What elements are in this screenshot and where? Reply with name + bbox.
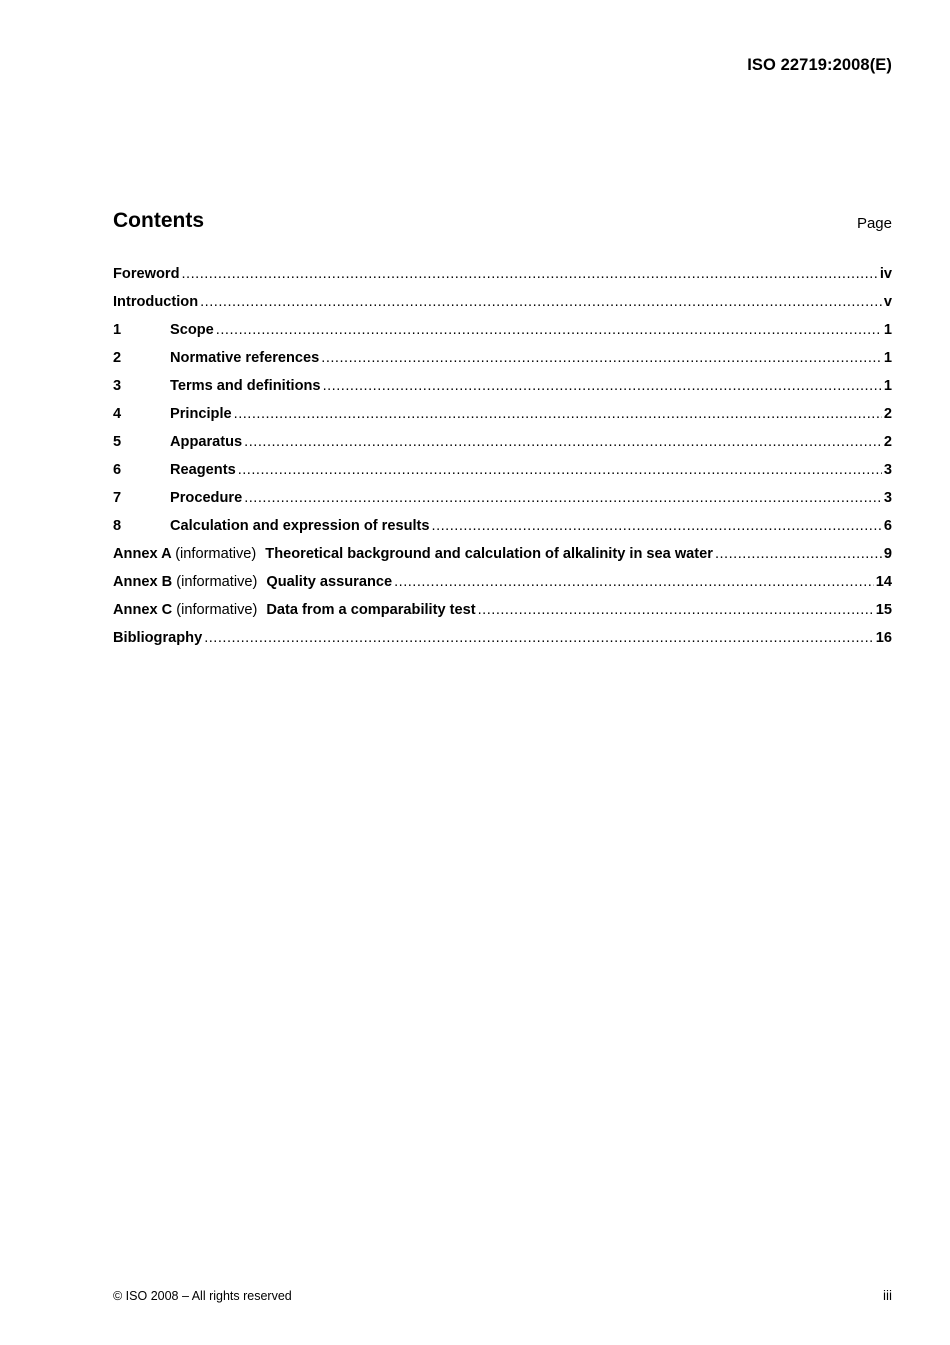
- toc-entry-principle[interactable]: [113, 406, 892, 434]
- annex-label: Annex A: [113, 546, 172, 562]
- toc-entry-page: 2: [883, 434, 892, 450]
- toc-entry-title: Theoretical background and calculation of alkalinity in sea water: [265, 546, 713, 562]
- toc-entry-page: 2: [883, 406, 892, 422]
- page-column-label: Page: [856, 215, 892, 232]
- contents-heading: Contents: [113, 209, 204, 232]
- toc-entry-page: 16: [875, 630, 892, 646]
- dot-leader: [478, 602, 874, 618]
- dot-leader: [244, 490, 882, 506]
- toc-entry-page: 14: [875, 574, 892, 590]
- toc-entry-number: 3: [113, 378, 122, 394]
- toc-entry-page: 3: [883, 490, 892, 506]
- dot-leader: [244, 434, 882, 450]
- annex-label: Annex B: [113, 574, 173, 590]
- toc-entry-scope[interactable]: [113, 322, 892, 350]
- toc-entry-page: v: [883, 294, 892, 310]
- dot-leader: [715, 546, 882, 562]
- toc-entry-title: Terms and definitions: [170, 378, 321, 394]
- toc-entry-normative-references[interactable]: [113, 350, 892, 378]
- footer-page-number: iii: [883, 1288, 892, 1303]
- toc-entry-title: Reagents: [170, 462, 236, 478]
- annex-prefix: [113, 602, 257, 618]
- dot-leader: [181, 266, 877, 282]
- dot-leader: [321, 350, 882, 366]
- toc-entry-annex-a[interactable]: [113, 546, 892, 574]
- dot-leader: [200, 294, 882, 310]
- dot-leader: [216, 322, 882, 338]
- annex-type: (informative): [175, 546, 257, 562]
- toc-entry-number: 5: [113, 434, 122, 450]
- toc-entry-terms-and-definitions[interactable]: [113, 378, 892, 406]
- document-id: ISO 22719:2008(E): [747, 56, 892, 74]
- annex-prefix: [113, 574, 257, 590]
- toc-entry-page: 1: [883, 350, 892, 366]
- toc-entry-page: iv: [879, 266, 892, 282]
- toc-entry-reagents[interactable]: [113, 462, 892, 490]
- annex-type: (informative): [176, 574, 258, 590]
- toc-entry-page: 3: [883, 462, 892, 478]
- toc-entry-title: Procedure: [170, 490, 243, 506]
- toc-entry-procedure[interactable]: [113, 490, 892, 518]
- dot-leader: [234, 406, 882, 422]
- toc-entry-title: Quality assurance: [266, 574, 393, 590]
- annex-type: (informative): [176, 602, 258, 618]
- toc-entry-title: Scope: [170, 322, 214, 338]
- toc-entry-page: 9: [883, 546, 892, 562]
- footer-copyright: © ISO 2008 – All rights reserved: [113, 1289, 292, 1303]
- dot-leader: [323, 378, 882, 394]
- toc-entry-number: 1: [113, 322, 122, 338]
- dot-leader: [238, 462, 882, 478]
- toc-entry-foreword[interactable]: [113, 266, 892, 294]
- toc-entry-title: Bibliography: [113, 630, 203, 646]
- toc-entry-annex-b[interactable]: [113, 574, 892, 602]
- toc-entry-page: 1: [883, 378, 892, 394]
- toc-entry-page: 6: [883, 518, 892, 534]
- toc-entry-number: 8: [113, 518, 122, 534]
- toc-entry-page: 15: [875, 602, 892, 618]
- toc-entry-title: Foreword: [113, 266, 180, 282]
- toc-entry-introduction[interactable]: [113, 294, 892, 322]
- dot-leader: [204, 630, 874, 646]
- annex-label: Annex C: [113, 602, 173, 618]
- toc-entry-number: 4: [113, 406, 122, 422]
- annex-prefix: [113, 546, 256, 562]
- dot-leader: [432, 518, 882, 534]
- toc-entry-title: Introduction: [113, 294, 199, 310]
- toc-entry-annex-c[interactable]: [113, 602, 892, 630]
- toc-entry-number: 2: [113, 350, 122, 366]
- toc-entry-title: Principle: [170, 406, 232, 422]
- toc-entry-calculation[interactable]: [113, 518, 892, 546]
- toc-entry-bibliography[interactable]: [113, 630, 892, 658]
- toc-entry-apparatus[interactable]: [113, 434, 892, 462]
- toc-entry-title: Apparatus: [170, 434, 243, 450]
- dot-leader: [394, 574, 874, 590]
- toc-entry-number: 6: [113, 462, 122, 478]
- toc-entry-title: Normative references: [170, 350, 320, 366]
- toc-entry-title: Calculation and expression of results: [170, 518, 430, 534]
- toc-entry-number: 7: [113, 490, 122, 506]
- table-of-contents: [113, 266, 892, 658]
- toc-entry-page: 1: [883, 322, 892, 338]
- toc-entry-title: Data from a comparability test: [266, 602, 476, 618]
